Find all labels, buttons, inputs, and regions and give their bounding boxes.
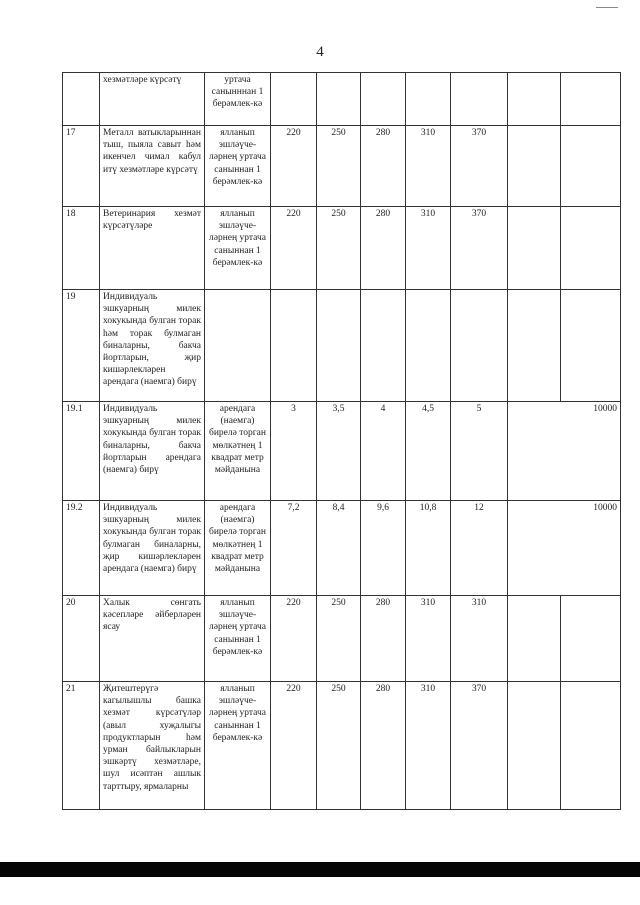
unit-of-measure: арендага (наемга) бирелә торган мөлкәтнең 1 квадрат метр мәйданына [205,402,271,501]
rate-value: 250 [317,596,361,682]
rate-value: 250 [317,126,361,207]
rate-value: 9,6 [361,501,406,596]
rate-value: 370 [451,207,508,290]
row-number [63,73,100,126]
row-number: 19 [63,290,100,402]
unit-of-measure: арендага (наемга) бирелә торган мөлкәтнең 1 квадрат метр мәйданына [205,501,271,596]
empty-cell [508,596,561,682]
unit-of-measure: уртача санынннан 1 берәмлек-кә [205,73,271,126]
rate-value [406,73,451,126]
row-number: 19.1 [63,402,100,501]
rate-value: 4,5 [406,402,451,501]
row-number: 18 [63,207,100,290]
rate-value [317,290,361,402]
extra-value: 10000 [508,501,621,596]
table-row [63,596,621,682]
extra-value: 10000 [508,402,621,501]
activity-name: Җитештерүгә кагылышлы башка хезмәт күрсәтүләр (авыл хуҗалыгы продуктларын һәм урман байлыкларын эшкәртү хезмәтләре, шул исәптән ашлык тарттыру, ярмаларны [100,682,205,810]
activity-name: Индивидуаль эшкуарның милек хокукында булган торак булмаган биналарны, җир кишәрлекләрен арендага (наемга) бирү [100,501,205,596]
empty-cell [508,682,561,810]
table-row [63,126,621,207]
corner-mark [596,7,618,8]
row-number: 21 [63,682,100,810]
rate-value: 5 [451,402,508,501]
activity-name: Металл ватыкларыннан тыш, пыяла савыт һәм икенчел чимал кабул итү хезмәтләре күрсәтү [100,126,205,207]
rate-value: 8,4 [317,501,361,596]
rate-value: 280 [361,126,406,207]
empty-cell [561,126,621,207]
activity-name: Индивидуаль эшкуарның милек хокукында булган торак һәм торак булмаган биналарны, бакча йортларын, җир кишәрлекләрен арендага (наемга) бирү [100,290,205,402]
rate-value: 250 [317,682,361,810]
rate-value [317,73,361,126]
empty-cell [508,290,561,402]
unit-of-measure [205,290,271,402]
rate-value: 280 [361,682,406,810]
empty-cell [561,290,621,402]
table-row [63,207,621,290]
rate-value [451,73,508,126]
rate-value: 3,5 [317,402,361,501]
activity-name: Индивидуаль эшкуарның милек хокукында булган торак биналарны, бакча йортларын арендага (наемга) бирү [100,402,205,501]
unit-of-measure: ялланып эшләүче-ләрнең уртача саныннан 1 берәмлек-кә [205,682,271,810]
rate-value: 220 [271,596,317,682]
rate-value: 370 [451,126,508,207]
empty-cell [508,73,561,126]
rate-value: 310 [451,596,508,682]
rate-value: 10,8 [406,501,451,596]
rate-value: 310 [406,207,451,290]
rate-value: 310 [406,682,451,810]
rate-value: 220 [271,126,317,207]
table-row [63,290,621,402]
unit-of-measure: ялланып эшләүче-ләрнең уртача саныннан 1 берәмлек-кә [205,207,271,290]
table-body [63,73,621,810]
rate-value: 3 [271,402,317,501]
rate-value: 4 [361,402,406,501]
activity-name: хезмәтләре күрсәтү [100,73,205,126]
row-number: 19.2 [63,501,100,596]
unit-of-measure: ялланып эшләүче-ләрнең уртача саныннан 1 берәмлек-кә [205,596,271,682]
rate-value [271,290,317,402]
rate-value [451,290,508,402]
activity-name: Ветеринария хезмәт күрсәтүләре [100,207,205,290]
rate-value: 220 [271,682,317,810]
table-row [63,682,621,810]
rate-value [361,290,406,402]
scan-bottom-bar [0,862,640,877]
empty-cell [508,207,561,290]
empty-cell [561,596,621,682]
empty-cell [561,682,621,810]
table-row [63,501,621,596]
rate-value [406,290,451,402]
unit-of-measure: ялланып эшләүче-ләрнең уртача саныннан 1 берәмлек-кә [205,126,271,207]
activity-name: Халык сөнгать кәсепләре әйберләрен ясау [100,596,205,682]
rate-value [361,73,406,126]
rate-value: 280 [361,596,406,682]
empty-cell [561,207,621,290]
rate-value: 12 [451,501,508,596]
rate-value: 220 [271,207,317,290]
rate-value: 7,2 [271,501,317,596]
rate-value: 310 [406,596,451,682]
rate-value: 310 [406,126,451,207]
row-number: 20 [63,596,100,682]
table-row [63,402,621,501]
page-number: 4 [316,44,324,60]
empty-cell [508,126,561,207]
tax-rate-table [62,72,621,810]
row-number: 17 [63,126,100,207]
empty-cell [561,73,621,126]
rate-value [271,73,317,126]
rate-value: 250 [317,207,361,290]
rate-value: 280 [361,207,406,290]
rate-value: 370 [451,682,508,810]
table-row [63,73,621,126]
